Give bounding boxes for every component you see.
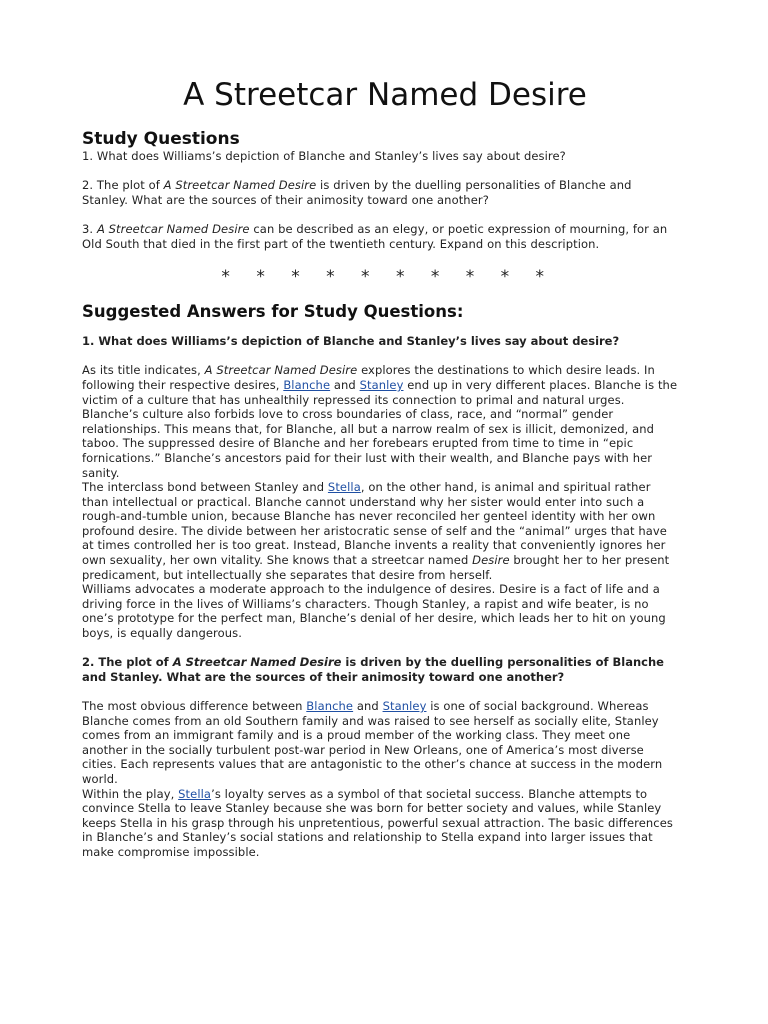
answer-1-paragraph-1: As its title indicates, A Streetcar Named Desire explores the destinations to which desire leads. In following their respective desires, Blanche and Stanley end up in very different places. Blanche is the victim of a culture that has unhealthily repressed its connection to primal and natural urges. Blanche’s culture also forbids love to cross boundaries of class, race, and “normal” gender relationships. This means that, for Blanche, all but a narrow realm of sex is illicit, demonized, and taboo. The suppressed desire of Blanche and her forebears erupted from time to time in “epic fornications.” Blanche’s ancestors paid for their lust with their wealth, and Blanche pays with her sanity. xyxy=(82,363,678,480)
answer-1-paragraph-3: Williams advocates a moderate approach to the indulgence of desires. Desire is a fact of life and a driving force in the lives of Williams’s characters. Though Stanley, a rapist and wife beater, is no one’s prototype for the perfect man, Blanche’s denial of her desire, which leads her to hit on young boys, is equally dangerous. xyxy=(82,582,666,641)
link-stella-2[interactable]: Stella xyxy=(178,786,212,801)
page-title: A Streetcar Named Desire xyxy=(183,77,587,113)
answer-2-paragraph-2: Within the play, Stella’s loyalty serves as a symbol of that societal success. Blanche attempts to convince Stella to leave Stanley because she was born for better society and values, while Stanley keeps Stella in his grasp through his unpretentious, powerful sexual attraction. The basic differences in Blanche’s and Stanley’s social stations and relationship to Stella expand into larger issues that make compromise impossible. xyxy=(82,786,673,859)
answer-1-paragraph-2: The interclass bond between Stanley and Stella, on the other hand, is animal and spiritual rather than intellectual or practical. Blanche cannot understand why her sister would enter into such a rough-and-tumble union, because Blanche has never reconciled her genteel identity with her own profound desire. The divide between her aristocratic sense of self and the “animal” urges that have at times controlled her is too great. Instead, Blanche invents a reality that conveniently ignores her own sexuality, her own vitality. She knows that a streetcar named Desire brought her to her present predicament, but intellectually she separates that desire from herself. xyxy=(82,480,670,582)
study-question-1: 1. What does Williams’s depiction of Blanche and Stanley’s lives say about desire? xyxy=(82,149,566,163)
answer-2-question: 2. The plot of A Streetcar Named Desire is driven by the duelling personalities of Blanche and Stanley. What are the sources of their animosity toward one another? xyxy=(82,655,664,684)
section-separator: * * * * * * * * * * xyxy=(221,267,555,288)
link-blanche[interactable]: Blanche xyxy=(283,377,331,392)
link-blanche-2[interactable]: Blanche xyxy=(306,699,354,713)
link-stanley[interactable]: Stanley xyxy=(359,377,404,392)
study-questions-heading: Study Questions xyxy=(82,129,240,149)
link-stanley-2[interactable]: Stanley xyxy=(382,699,427,713)
study-question-3: 3. A Streetcar Named Desire can be described as an elegy, or poetic expression of mourning, for an Old South that died in the first part of the twentieth century. Expand on this description. xyxy=(82,221,668,251)
answer-1-question: 1. What does Williams’s depiction of Blanche and Stanley’s lives say about desire? xyxy=(82,334,620,349)
answer-2-paragraph-1: The most obvious difference between Blanche and Stanley is one of social background. Whereas Blanche comes from an old Southern family and was raised to see herself as socially elite, Stanley comes from an immigrant family and is a proud member of the working class. They meet one another in the socially turbulent post-war period in New Orleans, one of America’s most diverse cities. Each represents values that are antagonistic to the other’s chance at success in the modern world. xyxy=(82,699,663,786)
study-question-2: 2. The plot of A Streetcar Named Desire is driven by the duelling personalities of Blanche and Stanley. What are the sources of their animosity toward one another? xyxy=(82,178,632,207)
suggested-answers-heading: Suggested Answers for Study Questions: xyxy=(82,302,464,322)
link-stella[interactable]: Stella xyxy=(327,480,361,495)
